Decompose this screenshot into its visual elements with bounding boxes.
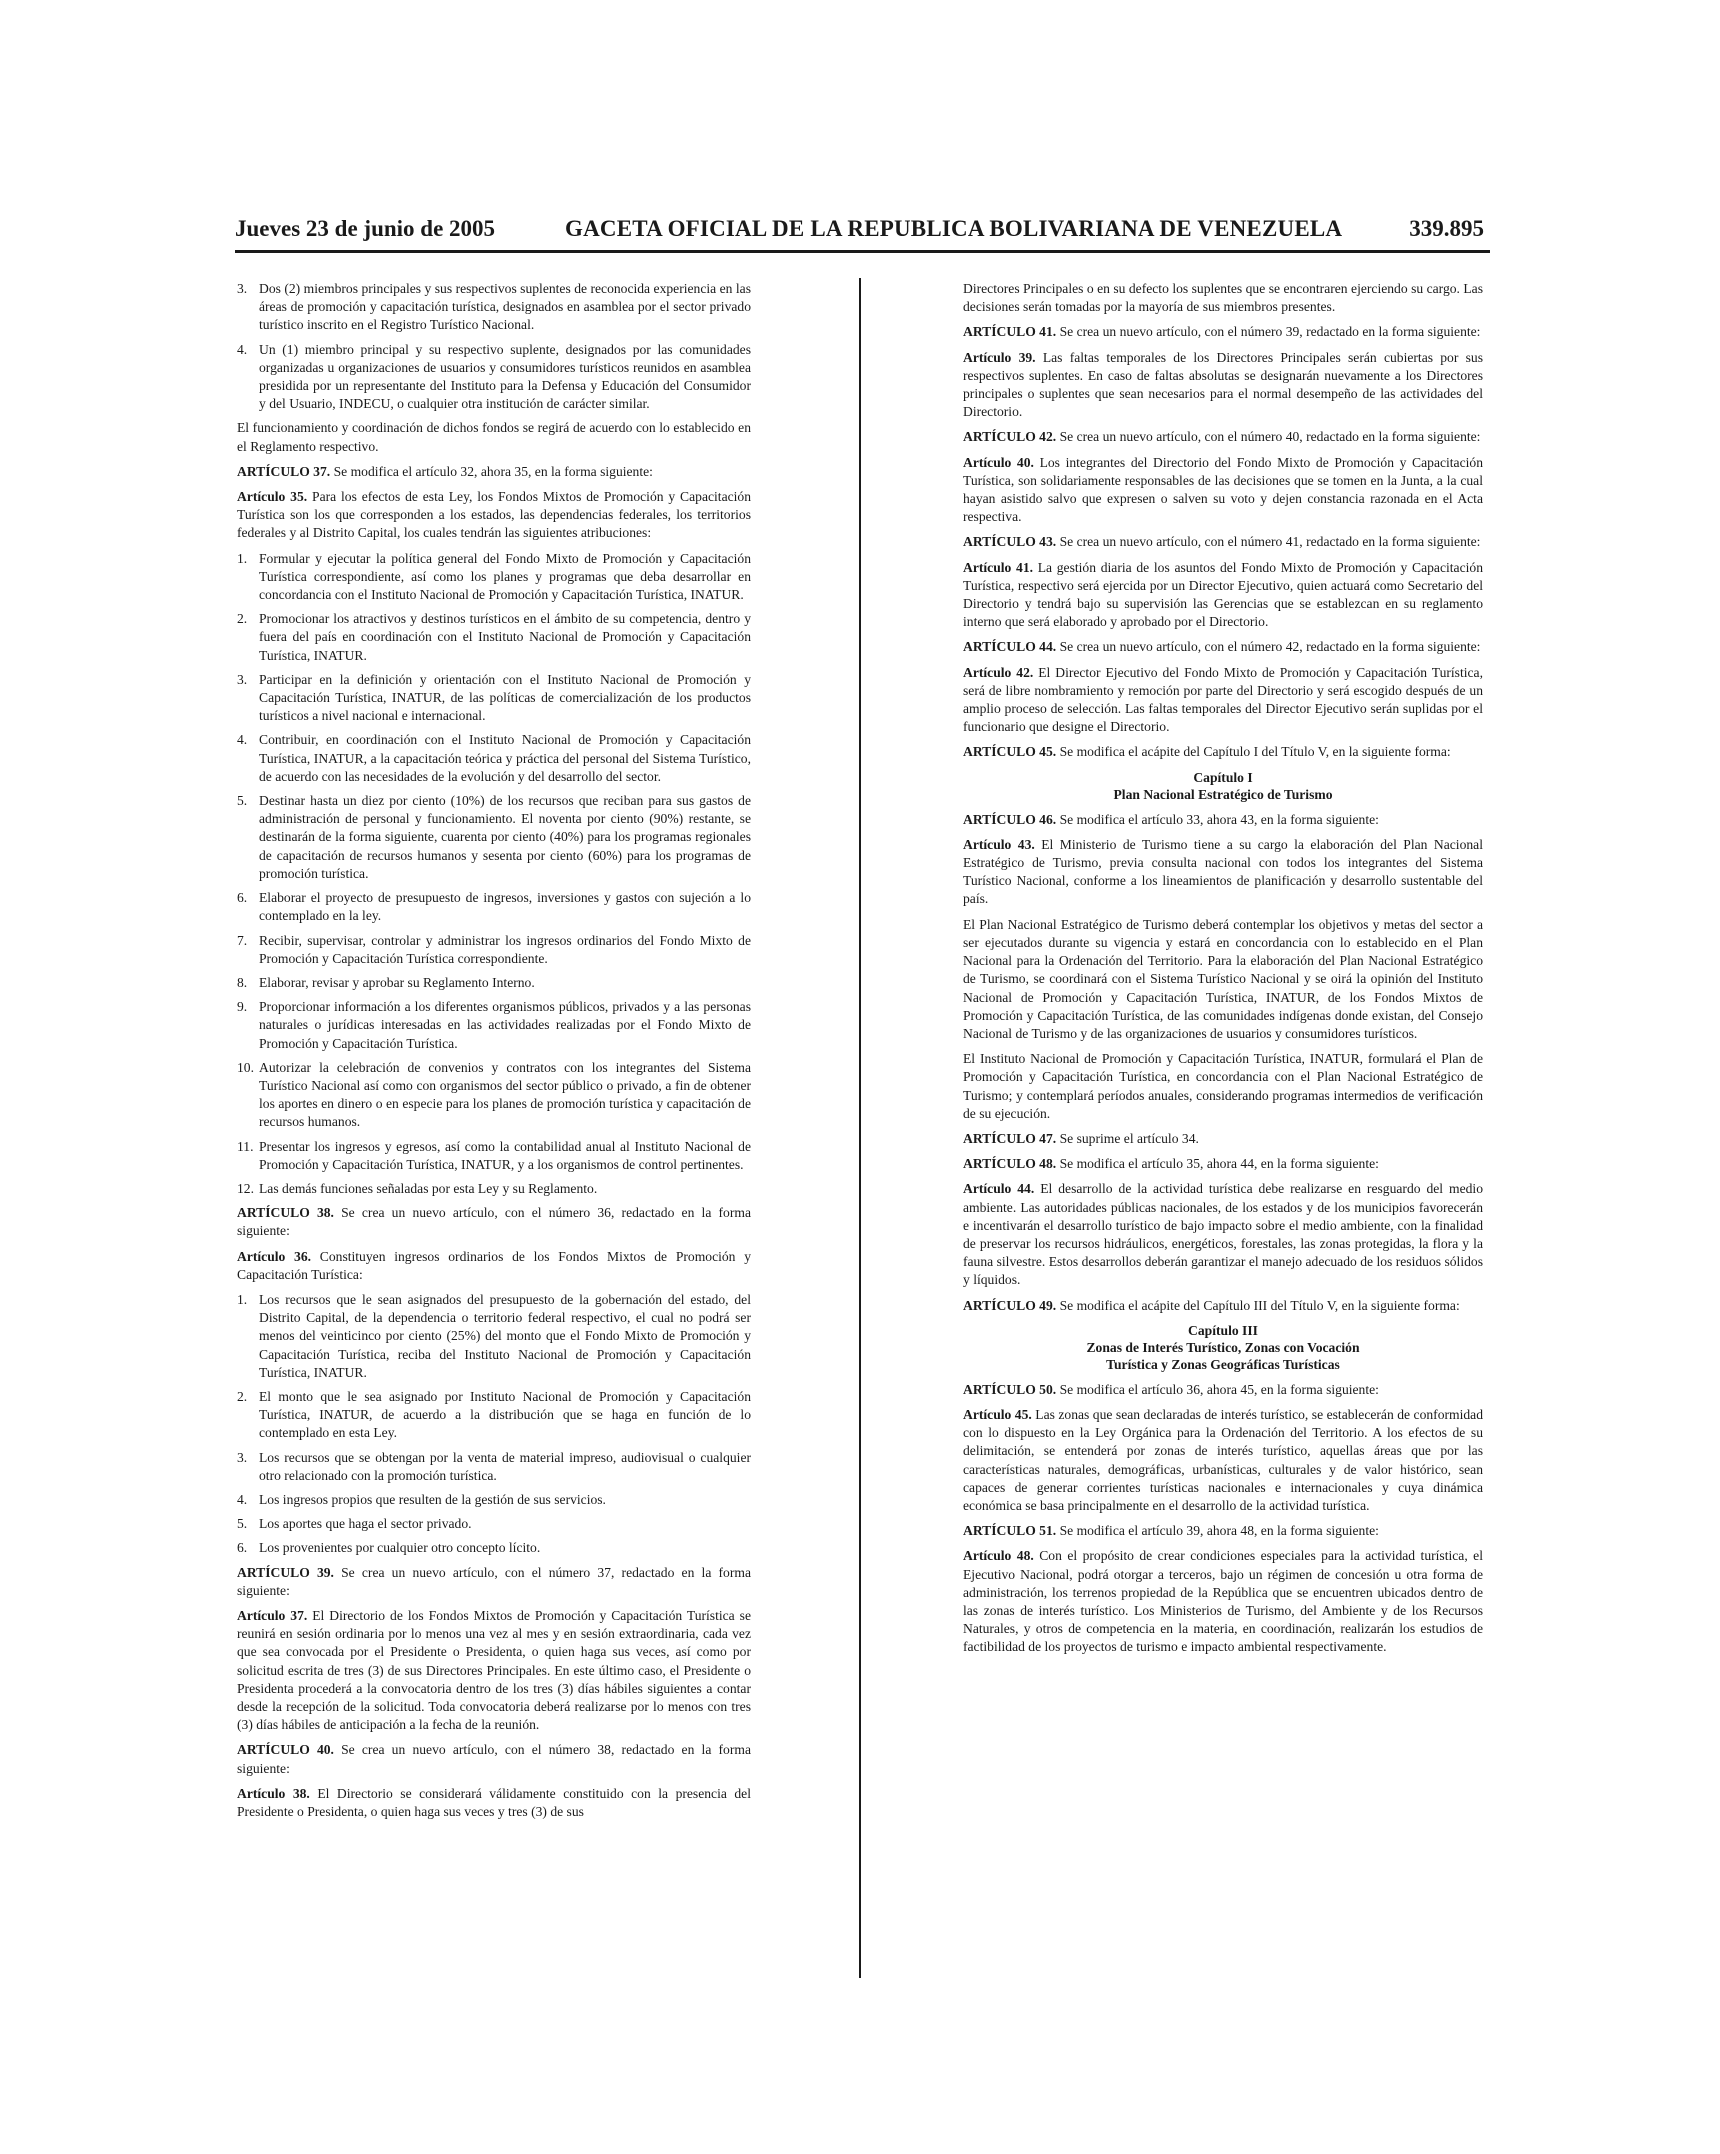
articulo-42 (963, 664, 1483, 737)
article-text: Se modifica el artículo 33, ahora 43, en la forma siguiente: (1059, 811, 1379, 827)
article-heading: ARTÍCULO 40. (237, 1742, 334, 1758)
article-48 (963, 1155, 1483, 1173)
articulo-37 (237, 1607, 751, 1734)
list-item (237, 1180, 751, 1198)
list-item-number: 5. (237, 1516, 248, 1532)
chapter-subtitle: Plan Nacional Estratégico de Turismo (1113, 786, 1333, 802)
list-item-text: Presentar los ingresos y egresos, así como la contabilidad anual al Instituto Nacional de Promoción y Capacitación Turística, INATUR, y a los organismos de control pertinentes. (259, 1138, 751, 1172)
list-item-number: 6. (237, 890, 248, 906)
list-item-text: Las demás funciones señaladas por esta Ley y su Reglamento. (259, 1180, 598, 1196)
list-item-text: Dos (2) miembros principales y sus respectivos suplentes de reconocida experiencia en las áreas de promoción y capacitación turística, designados en asamblea por el sector privado turístico inscrito en el Registro Turístico Nacional. (259, 281, 751, 333)
articulo-heading: Artículo 38. (237, 1785, 310, 1801)
chapter-heading (963, 769, 1483, 803)
paragraph: Directores Principales o en su defecto los suplentes que se encontraren ejerciendo su cargo. Las decisiones serán tomadas por la mayoría de sus miembros presentes. (963, 281, 1483, 315)
articulo-41 (963, 559, 1483, 632)
list-item (237, 932, 751, 968)
articulo-text: La gestión diaria de los asuntos del Fondo Mixto de Promoción y Capacitación Turística, respectivo será ejercida por un Director Ejecutivo, quien actuará como Secretario del Directorio y tendrá bajo su supervisión las Gerencias que se establezcan en su reglamento interno que será elaborado y aprobado por el Directorio. (963, 559, 1483, 630)
article-heading: ARTÍCULO 47. (963, 1130, 1057, 1146)
list-item-text: Destinar hasta un diez por ciento (10%) de los recursos que reciban para sus gastos de administración de personal y funcionamiento. El noventa por ciento (90%) restante, se destinarán de la forma siguiente, cuarenta por ciento (40%) para los programas regionales de capacitación de recursos humanos y sesenta por ciento (60%) para los programas de promoción turística. (259, 793, 751, 881)
article-42 (963, 428, 1483, 446)
articulo-text: Constituyen ingresos ordinarios de los Fondos Mixtos de Promoción y Capacitación Turística: (237, 1248, 751, 1282)
list-item (237, 889, 751, 925)
article-text: Se crea un nuevo artículo, con el número 37, redactado en la forma siguiente: (237, 1564, 751, 1598)
list-item-number: 3. (237, 671, 248, 687)
articulo-text: Con el propósito de crear condiciones especiales para la actividad turística, el Ejecutivo Nacional, podrá otorgar a terceros, bajo un régimen de concesión u otra forma de administración, los terrenos propiedad de la República que se encuentren ubicados dentro de las zonas de interés turístico. Los Ministerios de Turismo, del Ambiente y de los Recursos Naturales, y otros de competencia en la materia, en coordinación, realizarán los estudios de factibilidad de los proyectos de turismo e impacto ambiental respectivamente. (963, 1548, 1483, 1655)
list-item (237, 998, 751, 1053)
list-item-text: Participar en la definición y orientación con el Instituto Nacional de Promoción y Capacitación Turística, INATUR, de las políticas de comercialización de los productos turísticos a nivel nacional e internacional. (259, 671, 751, 724)
chapter-title: Capítulo I (1193, 769, 1253, 785)
list-item-number: 12. (237, 1180, 254, 1196)
list-item-text: Elaborar el proyecto de presupuesto de ingresos, inversiones y gastos con sujeción a lo contemplado en la ley. (259, 890, 751, 924)
article-text: Se crea un nuevo artículo, con el número 40, redactado en la forma siguiente: (1059, 429, 1481, 445)
list-item-text: Los aportes que haga el sector privado. (259, 1516, 472, 1532)
articulo-48 (963, 1547, 1483, 1656)
list-item-number: 5. (237, 793, 248, 809)
article-39 (237, 1564, 751, 1600)
list-item (237, 1388, 751, 1443)
article-heading: ARTÍCULO 38. (237, 1205, 334, 1221)
article-49 (963, 1297, 1483, 1315)
article-text: Se modifica el acápite del Capítulo I del Título V, en la siguiente forma: (1059, 744, 1451, 760)
articulo-text: Las faltas temporales de los Directores Principales serán cubiertas por sus respectivos suplentes. En caso de faltas absolutas se designarán nuevamente a los Directores principales o suplentes que sean necesarios para el normal desempeño de las actividades del Directorio. (963, 349, 1483, 420)
articulo-40 (963, 454, 1483, 527)
list-item (237, 610, 751, 665)
articulo-text: El Director Ejecutivo del Fondo Mixto de Promoción y Capacitación Turística, será de libre nombramiento y remoción por parte del Directorio y será escogido después de un amplio proceso de selección. Las faltas temporales del Director Ejecutivo serán suplidas por el funcionario que designe el Directorio. (963, 664, 1483, 735)
articulo-43 (963, 836, 1483, 909)
articulo-text: El desarrollo de la actividad turística debe realizarse en resguardo del medio ambiente. Las autoridades públicas nacionales, de los estados y de los municipios favorecerán e incentivarán el desarrollo turístico de bajo impacto sobre el medio ambiente, con la finalidad de preservar los recursos hidráulicos, energéticos, forestales, las zonas protegidas, la flora y la fauna silvestre. Estos desarrollos deberán garantizar el manejo adecuado de los residuos sólidos y líquidos. (963, 1181, 1483, 1288)
articulo-heading: Artículo 39. (963, 349, 1036, 365)
list-item-number: 4. (237, 732, 248, 748)
issue-date: Jueves 23 de junio de 2005 (235, 216, 496, 241)
article-heading: ARTÍCULO 42. (963, 429, 1057, 445)
article-46 (963, 811, 1483, 829)
page-header (235, 216, 1490, 252)
income-list (237, 1291, 751, 1558)
articulo-heading: Artículo 42. (963, 664, 1034, 680)
page-number: 339.895 (1409, 216, 1484, 241)
list-item-text: Autorizar la celebración de convenios y contratos con los integrantes del Sistema Turístico Nacional así como con organismos del sector público o privado, a fin de obtener los aportes en dinero o en especie para los planes de promoción turística y capacitación de recursos humanos. (259, 1059, 751, 1130)
article-text: Se suprime el artículo 34. (1059, 1130, 1199, 1146)
list-item-text: El monto que le sea asignado por Instituto Nacional de Promoción y Capacitación Turística, INATUR, de acuerdo a la distribución que se haga en función de lo contemplado en esta Ley. (259, 1388, 751, 1441)
list-item (237, 1291, 751, 1382)
articulo-44 (963, 1180, 1483, 1289)
attributions-list (237, 550, 751, 1199)
list-item-number: 3. (237, 1449, 248, 1465)
list-item-number: 4. (237, 1491, 248, 1507)
list-item (237, 280, 751, 335)
list-item-number: 1. (237, 1291, 248, 1307)
articulo-heading: Artículo 43. (963, 836, 1035, 852)
articulo-heading: Artículo 48. (963, 1548, 1034, 1564)
list-item-number: 2. (237, 1388, 248, 1404)
articulo-heading: Artículo 45. (963, 1406, 1032, 1422)
column-divider (859, 278, 861, 1978)
header-rule (235, 250, 1490, 253)
articulo-heading: Artículo 44. (963, 1181, 1035, 1197)
list-item-number: 10. (237, 1059, 254, 1075)
article-50 (963, 1381, 1483, 1399)
list-item-text: Recibir, supervisar, controlar y administrar los ingresos ordinarios del Fondo Mixto de Promoción y Capacitación Turística correspondiente. (259, 932, 751, 966)
articulo-text: Las zonas que sean declaradas de interés turístico, se establecerán de conformidad con lo dispuesto en la Ley Orgánica para la Ordenación del Territorio. A los efectos de su delimitación, se entenderá por zonas de interés turístico, aquellas áreas que por las características naturales, demográficas, urbanísticas, culturales y de valor histórico, sean capaces de generar corrientes turísticas nacionales e internacionales y cuya dinámica económica se basa principalmente en el desarrollo de la actividad turística. (963, 1406, 1483, 1513)
list-item-number: 2. (237, 611, 248, 627)
list-item-number: 4. (237, 341, 248, 357)
list-item-number: 11. (237, 1138, 254, 1154)
list-item (237, 1515, 751, 1533)
article-45 (963, 743, 1483, 761)
paragraph: El Plan Nacional Estratégico de Turismo deberá contemplar los objetivos y metas del sector a ser ejecutados durante su vigencia y estará en concordancia con lo establecido en el Plan Nacional para la Ordenación del Territorio. Para la elaboración del Plan Nacional Estratégico de Turismo, se coordinará con el Sistema Turístico Nacional y se oirá la opinión del Instituto Nacional de Promoción y Capacitación Turística, INATUR, de los Fondos Mixtos de Promoción y Capacitación Turística, de las comunidades indígenas donde existan, del Consejo Nacional de Turismo y de las organizaciones de usuarios y consumidores turísticos. (963, 916, 1483, 1041)
list-item (237, 731, 751, 786)
list-item (237, 1059, 751, 1132)
list-item (237, 1138, 751, 1174)
article-43 (963, 533, 1483, 551)
article-heading: ARTÍCULO 41. (963, 324, 1057, 340)
list-item-number: 3. (237, 281, 248, 296)
list-item-number: 6. (237, 1540, 248, 1556)
article-heading: ARTÍCULO 37. (237, 463, 331, 479)
article-heading: ARTÍCULO 43. (963, 534, 1057, 550)
article-text: Se crea un nuevo artículo, con el número 36, redactado en la forma siguiente: (237, 1205, 751, 1239)
member-list (237, 280, 751, 413)
article-heading: ARTÍCULO 44. (963, 639, 1057, 655)
right-column (963, 280, 1483, 1980)
list-item-text: Los provenientes por cualquier otro concepto lícito. (259, 1540, 541, 1556)
list-item (237, 1449, 751, 1485)
article-text: Se crea un nuevo artículo, con el número 39, redactado en la forma siguiente: (1059, 324, 1481, 340)
chapter-subtitle: Turística y Zonas Geográficas Turísticas (1106, 1356, 1340, 1372)
articulo-text: Los integrantes del Directorio del Fondo Mixto de Promoción y Capacitación Turística, son solidariamente responsables de las decisiones que se tomen en la Junta, a la cual hayan asistido salvo que expresen o salven su voto y dejen constancia razonada en el Acta respectiva. (963, 454, 1483, 525)
articulo-35 (237, 488, 751, 543)
list-item-text: Elaborar, revisar y aprobar su Reglamento Interno. (259, 974, 535, 990)
list-item-text: Formular y ejecutar la política general del Fondo Mixto de Promoción y Capacitación Turística correspondiente, así como los planes y programas que deba desarrollar en concordancia con el Instituto Nacional de Promoción y Capacitación Turística, INATUR. (259, 550, 751, 603)
articulo-heading: Artículo 35. (237, 489, 308, 505)
article-text: Se crea un nuevo artículo, con el número 41, redactado en la forma siguiente: (1059, 534, 1481, 550)
chapter-title: Capítulo III (1188, 1322, 1258, 1338)
articulo-text: El Ministerio de Turismo tiene a su cargo la elaboración del Plan Nacional Estratégico de Turismo, previa consulta nacional con todos los integrantes del Sistema Turístico Nacional, conforme a los lineamientos de planificación y desarrollo sustentable del país. (963, 836, 1483, 907)
list-item-number: 7. (237, 932, 248, 948)
list-item-number: 1. (237, 550, 248, 566)
article-text: Se modifica el acápite del Capítulo III del Título V, en la siguiente forma: (1059, 1297, 1460, 1313)
articulo-text: Para los efectos de esta Ley, los Fondos Mixtos de Promoción y Capacitación Turística son los que corresponden a los estados, las dependencias federales, los territorios federales y al Distrito Capital, los cuales tendrán las siguientes atribuciones: (237, 489, 751, 541)
list-item (237, 550, 751, 605)
list-item-number: 9. (237, 999, 248, 1015)
list-item-text: Contribuir, en coordinación con el Instituto Nacional de Promoción y Capacitación Turística, INATUR, a la capacitación teórica y práctica del personal del Sistema Turístico, de acuerdo con las necesidades de la evolución y del desarrollo del sector. (259, 732, 751, 784)
articulo-heading: Artículo 41. (963, 559, 1034, 575)
article-heading: ARTÍCULO 51. (963, 1523, 1057, 1539)
article-41 (963, 323, 1483, 341)
articulo-heading: Artículo 40. (963, 454, 1034, 470)
list-item (237, 341, 751, 414)
article-47 (963, 1130, 1483, 1148)
list-item (237, 1539, 751, 1557)
articulo-45 (963, 1406, 1483, 1515)
article-51 (963, 1522, 1483, 1540)
list-item-text: Un (1) miembro principal y su respectivo suplente, designados por las comunidades organizadas u organizaciones de usuarios y consumidores turísticos reunidos en asamblea presidida por un representante del Instituto para la Defensa y Educación del Consumidor y del Usuario, INDECU, o cualquier otra institución de carácter similar. (259, 341, 751, 412)
list-item (237, 974, 751, 992)
list-item (237, 1491, 751, 1509)
gazette-title: GACETA OFICIAL DE LA REPUBLICA BOLIVARIANA DE VENEZUELA (565, 216, 1343, 241)
list-item-text: Promocionar los atractivos y destinos turísticos en el ámbito de su competencia, dentro y fuera del país en coordinación con el Instituto Nacional de Promoción y Capacitación Turística, INATUR. (259, 611, 751, 663)
article-text: Se modifica el artículo 32, ahora 35, en la forma siguiente: (333, 463, 653, 479)
articulo-36 (237, 1248, 751, 1284)
paragraph: El Instituto Nacional de Promoción y Capacitación Turística, INATUR, formulará el Plan de Promoción y Capacitación Turística, en concordancia con el Plan Nacional Estratégico de Turismo; y contemplará períodos anuales, considerando programas intermedios de verificación de su ejecución. (963, 1051, 1483, 1121)
articulo-heading: Artículo 36. (237, 1248, 312, 1264)
article-heading: ARTÍCULO 45. (963, 744, 1057, 760)
list-item-text: Los recursos que se obtengan por la venta de material impreso, audiovisual o cualquier otro relacionado con la promoción turística. (259, 1449, 751, 1483)
chapter-heading (963, 1322, 1483, 1373)
article-text: Se modifica el artículo 35, ahora 44, en la forma siguiente: (1059, 1156, 1379, 1172)
list-item-text: Los ingresos propios que resulten de la gestión de sus servicios. (259, 1491, 606, 1507)
article-44 (963, 638, 1483, 656)
article-text: Se modifica el artículo 36, ahora 45, en la forma siguiente: (1059, 1381, 1379, 1397)
article-heading: ARTÍCULO 50. (963, 1381, 1057, 1397)
article-text: Se crea un nuevo artículo, con el número 38, redactado en la forma siguiente: (237, 1742, 751, 1776)
articulo-text: El Directorio de los Fondos Mixtos de Promoción y Capacitación Turística se reunirá en sesión ordinaria por lo menos una vez al mes y en sesión extraordinaria, cada vez que sea convocada por el Presidente o Presidenta, o quien haga sus veces, así como por solicitud escrita de tres (3) de sus Directores Principales. En este último caso, el Presidente o Presidenta procederá a la convocatoria dentro de los tres (3) días hábiles siguientes a contar desde la recepción de la solicitud. Toda convocatoria deberá realizarse por lo menos con tres (3) días hábiles de anticipación a la fecha de la reunión. (237, 1608, 751, 1733)
left-column (237, 280, 751, 1980)
articulo-text: El Directorio se considerará válidamente constituido con la presencia del Presidente o Presidenta, o quien haga sus veces y tres (3) de sus (237, 1785, 751, 1820)
article-heading: ARTÍCULO 48. (963, 1156, 1057, 1172)
article-text: Se crea un nuevo artículo, con el número 42, redactado en la forma siguiente: (1059, 639, 1481, 655)
list-item-text: Los recursos que le sean asignados del presupuesto de la gobernación del estado, del Distrito Capital, de la dependencia o territorio federal respectivo, el cual no podrá ser menos del veinticinco por ciento (25%) del monto que el Fondo Mixto de Promoción y Capacitación Turística, reciba del Instituto Nacional de Promoción y Capacitación Turística, INATUR. (259, 1291, 751, 1380)
list-item (237, 792, 751, 883)
article-38 (237, 1204, 751, 1240)
article-heading: ARTÍCULO 46. (963, 811, 1057, 827)
articulo-38 (237, 1785, 751, 1821)
list-item (237, 671, 751, 726)
article-40 (237, 1741, 751, 1777)
paragraph: El funcionamiento y coordinación de dichos fondos se regirá de acuerdo con lo establecido en el Reglamento respectivo. (237, 420, 751, 454)
articulo-heading: Artículo 37. (237, 1608, 308, 1623)
article-37 (237, 463, 751, 481)
list-item-number: 8. (237, 974, 248, 990)
chapter-subtitle: Zonas de Interés Turístico, Zonas con Vocación (1086, 1339, 1360, 1355)
article-heading: ARTÍCULO 39. (237, 1564, 334, 1580)
article-text: Se modifica el artículo 39, ahora 48, en la forma siguiente: (1059, 1523, 1379, 1539)
articulo-39 (963, 349, 1483, 422)
article-heading: ARTÍCULO 49. (963, 1297, 1057, 1313)
list-item-text: Proporcionar información a los diferentes organismos públicos, privados y a las personas naturales o jurídicas interesadas en las actividades realizadas por el Fondo Mixto de Promoción y Capacitación Turística. (259, 999, 751, 1051)
